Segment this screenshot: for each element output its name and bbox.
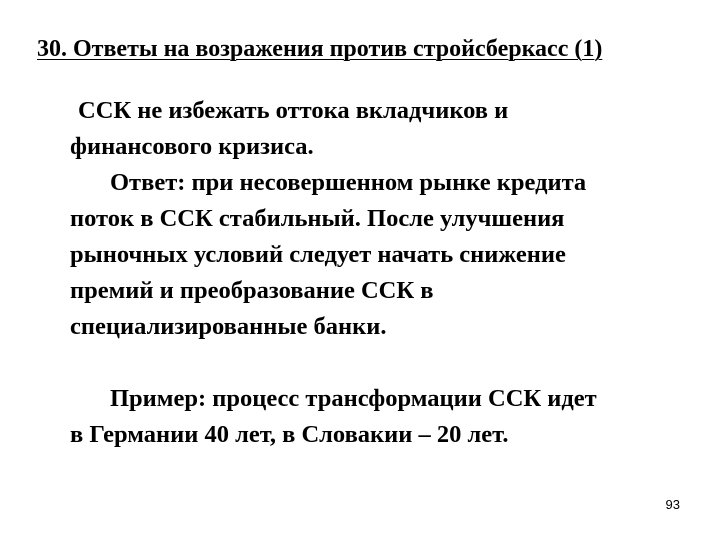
example-paragraph [70,381,710,453]
slide-title [37,34,697,64]
objection-paragraph [70,93,710,165]
answer-line-2: поток в ССК стабильный. После улучшения [70,205,565,232]
example-line-2: в Германии 40 лет, в Словакии – 20 лет. [70,421,509,448]
answer-line-3: рыночных условий следует начать снижение [70,241,566,268]
objection-line-2: финансового кризиса. [70,133,314,160]
example-line-1: Пример: процесс трансформации ССК идет [110,385,597,412]
answer-line-5: специализированные банки. [70,313,387,340]
answer-line-4: премий и преобразование ССК в [70,277,434,304]
objection-line-1: ССК не избежать оттока вкладчиков и [78,97,509,124]
slide-title-text: 30. Ответы на возражения против стройсберкасс (1) [37,36,603,62]
answer-paragraph [70,165,710,345]
answer-line-1: Ответ: при несовершенном рынке кредита [110,169,587,196]
page-number: 93 [665,497,680,512]
